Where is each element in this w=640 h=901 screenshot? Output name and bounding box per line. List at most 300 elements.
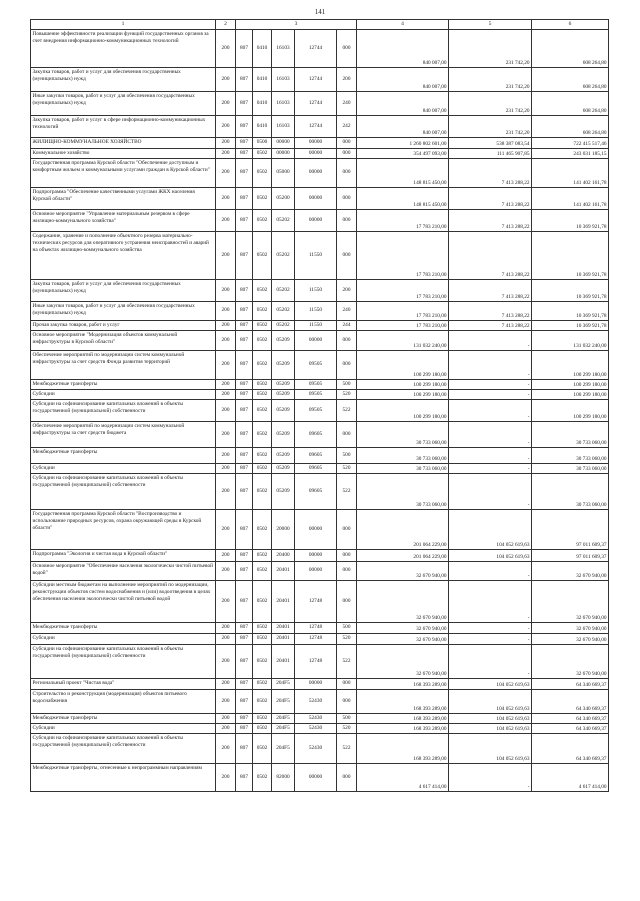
code-a: 200 [216, 92, 236, 116]
code-section: 0502 [253, 380, 272, 390]
value-remainder: 64 340 669,37 [532, 690, 609, 714]
value-remainder: 141 402 161,78 [532, 159, 609, 188]
code-section: 0502 [253, 510, 272, 550]
table-row [31, 321, 609, 331]
code-a: 200 [216, 188, 236, 210]
code-type: 240 [337, 92, 357, 116]
value-executed: 104 052 619,63 [449, 510, 532, 550]
table-row [31, 448, 609, 464]
value-remainder: 64 340 669,37 [532, 734, 609, 764]
table-row [31, 764, 609, 792]
row-name: Региональный проект "Чистая вода" [31, 679, 216, 690]
table-row [31, 116, 609, 138]
value-approved: 4 617 414,00 [357, 764, 449, 792]
code-direction: 00000 [295, 159, 337, 188]
value-remainder: 100 299 180,00 [532, 380, 609, 390]
code-section: 0502 [253, 321, 272, 331]
row-name: Иные закупки товаров, работ и услуг для обеспечения государственных (муниципальных) нужд [31, 92, 216, 116]
code-section: 0502 [253, 464, 272, 474]
table-row [31, 210, 609, 232]
value-approved: 100 299 180,00 [357, 400, 449, 422]
code-section: 0502 [253, 331, 272, 351]
code-a: 200 [216, 679, 236, 690]
code-type: 520 [337, 390, 357, 400]
row-name: Обеспечение мероприятий по модернизации систем коммунальной инфраструктуры за счет средств бюджета [31, 422, 216, 448]
value-executed: - [449, 390, 532, 400]
code-program: 05202 [272, 321, 295, 331]
value-approved: 32 670 940,00 [357, 581, 449, 623]
code-program: 20401 [272, 562, 295, 581]
code-a: 200 [216, 474, 236, 510]
code-a: 200 [216, 116, 236, 138]
code-a: 200 [216, 280, 236, 302]
table-row [31, 138, 609, 149]
value-executed: - [449, 448, 532, 464]
table-row [31, 510, 609, 550]
code-section: 0502 [253, 634, 272, 645]
value-executed: 104 052 619,63 [449, 724, 532, 734]
header-row [31, 20, 609, 30]
value-remainder: 608 264,80 [532, 68, 609, 92]
value-executed: - [449, 331, 532, 351]
code-direction: 00000 [295, 764, 337, 792]
code-b: 807 [236, 550, 253, 562]
code-type: 244 [337, 321, 357, 331]
code-type: 000 [337, 764, 357, 792]
row-name: Повышение эффективности реализации функций государственных органов за счет внедрения информационно-коммуникационных технологий [31, 30, 216, 68]
value-approved: 30 733 060,00 [357, 422, 449, 448]
value-executed: - [449, 422, 532, 448]
value-approved: 100 299 180,00 [357, 390, 449, 400]
code-section: 0502 [253, 623, 272, 634]
code-b: 807 [236, 734, 253, 764]
code-direction: 09505 [295, 380, 337, 390]
code-section: 0502 [253, 390, 272, 400]
value-approved: 32 670 940,00 [357, 645, 449, 679]
code-direction: 52430 [295, 690, 337, 714]
code-a: 200 [216, 331, 236, 351]
row-name: Государственная программа Курской области "Обеспечение доступным и комфортным жильем и коммунальными услугами граждан в Курской области" [31, 159, 216, 188]
header-cell-2: 2 [216, 20, 236, 30]
value-executed: - [449, 581, 532, 623]
table-row [31, 400, 609, 422]
code-b: 807 [236, 645, 253, 679]
code-section: 0502 [253, 474, 272, 510]
code-direction: 52430 [295, 714, 337, 724]
value-executed: - [449, 351, 532, 380]
code-type: 000 [337, 149, 357, 159]
code-type: 522 [337, 645, 357, 679]
code-section: 0502 [253, 210, 272, 232]
code-type: 000 [337, 159, 357, 188]
table-row [31, 690, 609, 714]
code-a: 200 [216, 734, 236, 764]
row-name: ЖИЛИЩНО-КОММУНАЛЬНОЕ ХОЗЯЙСТВО [31, 138, 216, 149]
value-executed: 7 413 288,22 [449, 232, 532, 280]
table-row [31, 645, 609, 679]
value-remainder: 608 264,80 [532, 30, 609, 68]
code-b: 807 [236, 724, 253, 734]
code-program: 204F5 [272, 679, 295, 690]
value-approved: 840 007,00 [357, 92, 449, 116]
code-b: 807 [236, 68, 253, 92]
row-name: Субсидии [31, 464, 216, 474]
code-section: 0502 [253, 159, 272, 188]
table-row [31, 634, 609, 645]
value-approved: 100 299 180,00 [357, 351, 449, 380]
code-direction: 12748 [295, 581, 337, 623]
row-name: Субсидии на софинансирование капитальных вложений в объекты государственной (муниципальной) собственности [31, 400, 216, 422]
value-remainder: 10 369 921,78 [532, 321, 609, 331]
row-name: Содержание, хранение и пополнение объектного резерва материально-технических ресурсов для оперативного устранения неисправностей и аварий на объектах жилищно-коммунального хозяйства [31, 232, 216, 280]
value-remainder: 30 733 060,00 [532, 464, 609, 474]
code-type: 520 [337, 634, 357, 645]
code-program: 05209 [272, 390, 295, 400]
code-program: 05202 [272, 280, 295, 302]
value-remainder: 10 369 921,78 [532, 302, 609, 321]
code-direction: 12744 [295, 68, 337, 92]
code-program: 05209 [272, 331, 295, 351]
code-program: 05202 [272, 232, 295, 280]
value-executed: - [449, 623, 532, 634]
code-direction: 09605 [295, 422, 337, 448]
value-approved: 840 007,00 [357, 68, 449, 92]
value-approved: 1 260 802 601,00 [357, 138, 449, 149]
code-b: 807 [236, 474, 253, 510]
code-b: 807 [236, 510, 253, 550]
code-direction: 52430 [295, 734, 337, 764]
row-name: Субсидии [31, 634, 216, 645]
value-remainder: 608 264,80 [532, 92, 609, 116]
code-section: 0502 [253, 149, 272, 159]
code-type: 000 [337, 422, 357, 448]
code-b: 807 [236, 714, 253, 724]
code-b: 807 [236, 280, 253, 302]
value-remainder: 32 670 940,00 [532, 623, 609, 634]
code-direction: 00000 [295, 562, 337, 581]
value-approved: 17 783 210,00 [357, 280, 449, 302]
table-row [31, 422, 609, 448]
value-remainder: 64 340 669,37 [532, 724, 609, 734]
code-type: 242 [337, 116, 357, 138]
code-type: 000 [337, 581, 357, 623]
code-a: 200 [216, 351, 236, 380]
code-a: 200 [216, 714, 236, 724]
code-a: 200 [216, 138, 236, 149]
value-executed: - [449, 764, 532, 792]
code-direction: 12748 [295, 623, 337, 634]
row-name: Субсидии на софинансирование капитальных вложений в объекты государственной (муниципальной) собственности [31, 734, 216, 764]
value-executed: 538 387 083,54 [449, 138, 532, 149]
code-program: 05202 [272, 302, 295, 321]
value-approved: 100 299 180,00 [357, 380, 449, 390]
code-direction: 00000 [295, 188, 337, 210]
code-direction: 09605 [295, 474, 337, 510]
code-b: 807 [236, 400, 253, 422]
page-number: 141 [314, 8, 326, 16]
code-direction: 11550 [295, 280, 337, 302]
code-section: 0502 [253, 562, 272, 581]
value-approved: 354 497 093,00 [357, 149, 449, 159]
code-program: 204F5 [272, 714, 295, 724]
value-remainder: 4 617 414,00 [532, 764, 609, 792]
code-a: 200 [216, 690, 236, 714]
code-direction: 09505 [295, 351, 337, 380]
row-name: Подпрограмма "Экология и чистая вода в Курской области" [31, 550, 216, 562]
code-a: 200 [216, 321, 236, 331]
code-program: 20401 [272, 623, 295, 634]
value-executed: 104 052 619,63 [449, 690, 532, 714]
code-type: 000 [337, 351, 357, 380]
code-a: 200 [216, 302, 236, 321]
code-type: 520 [337, 464, 357, 474]
code-section: 0502 [253, 690, 272, 714]
value-approved: 30 733 060,00 [357, 474, 449, 510]
code-section: 0502 [253, 351, 272, 380]
header-cell-6: 6 [532, 20, 609, 30]
code-b: 807 [236, 138, 253, 149]
value-approved: 168 393 289,00 [357, 714, 449, 724]
code-direction: 11550 [295, 232, 337, 280]
value-executed: 231 742,20 [449, 68, 532, 92]
value-remainder: 30 733 060,00 [532, 422, 609, 448]
row-name: Основное мероприятие "Управление материальным резервом в сфере жилищно-коммунального хозяйства" [31, 210, 216, 232]
code-b: 807 [236, 634, 253, 645]
code-section: 0502 [253, 188, 272, 210]
code-a: 200 [216, 645, 236, 679]
value-remainder: 100 299 180,00 [532, 351, 609, 380]
value-remainder: 722 415 517,46 [532, 138, 609, 149]
code-section: 0502 [253, 645, 272, 679]
table-row [31, 390, 609, 400]
code-type: 000 [337, 550, 357, 562]
code-type: 500 [337, 623, 357, 634]
code-b: 807 [236, 188, 253, 210]
value-executed: - [449, 464, 532, 474]
code-direction: 09605 [295, 464, 337, 474]
value-executed: 7 413 288,22 [449, 159, 532, 188]
row-name: Подпрограмма "Обеспечение качественными услугами ЖКХ населения Курской области" [31, 188, 216, 210]
value-executed: 7 413 288,22 [449, 321, 532, 331]
code-b: 807 [236, 331, 253, 351]
row-name: Межбюджетные трансферты, отнесенные к непрограммным направлениям [31, 764, 216, 792]
code-section: 0502 [253, 734, 272, 764]
value-executed: 104 052 619,63 [449, 734, 532, 764]
value-approved: 168 393 289,00 [357, 679, 449, 690]
value-approved: 168 393 289,00 [357, 724, 449, 734]
code-type: 000 [337, 138, 357, 149]
code-b: 807 [236, 321, 253, 331]
value-approved: 168 393 289,00 [357, 690, 449, 714]
code-direction: 11550 [295, 302, 337, 321]
value-executed: 7 413 288,22 [449, 302, 532, 321]
value-approved: 30 733 060,00 [357, 464, 449, 474]
table-row [31, 562, 609, 581]
table-row [31, 550, 609, 562]
row-name: Субсидии на софинансирование капитальных вложений в объекты государственной (муниципальной) собственности [31, 474, 216, 510]
value-remainder: 131 032 240,00 [532, 331, 609, 351]
value-approved: 17 783 210,00 [357, 302, 449, 321]
code-type: 520 [337, 724, 357, 734]
code-a: 200 [216, 448, 236, 464]
value-remainder: 100 299 180,00 [532, 390, 609, 400]
code-type: 522 [337, 474, 357, 510]
code-program: 16103 [272, 30, 295, 68]
code-program: 05209 [272, 400, 295, 422]
code-direction: 00000 [295, 210, 337, 232]
code-type: 500 [337, 714, 357, 724]
code-direction: 12744 [295, 116, 337, 138]
code-b: 807 [236, 390, 253, 400]
code-type: 240 [337, 302, 357, 321]
code-program: 05209 [272, 380, 295, 390]
table-row [31, 92, 609, 116]
code-a: 200 [216, 422, 236, 448]
header-cell-3: 3 [236, 20, 357, 30]
row-name: Закупка товаров, работ и услуг для обеспечения государственных (муниципальных) нужд [31, 280, 216, 302]
code-direction: 52430 [295, 724, 337, 734]
value-remainder: 97 011 609,37 [532, 510, 609, 550]
code-direction: 00000 [295, 510, 337, 550]
table-row [31, 280, 609, 302]
value-approved: 840 007,00 [357, 116, 449, 138]
code-a: 200 [216, 550, 236, 562]
code-section: 0502 [253, 280, 272, 302]
row-name: Закупка товаров, работ и услуг в сфере информационно-коммуникационных технологий [31, 116, 216, 138]
table-row [31, 724, 609, 734]
code-program: 00000 [272, 149, 295, 159]
header-cell-5: 5 [449, 20, 532, 30]
code-section: 0410 [253, 30, 272, 68]
value-executed: 111 465 907,85 [449, 149, 532, 159]
budget-table [30, 19, 609, 792]
code-program: 204F5 [272, 690, 295, 714]
code-a: 200 [216, 400, 236, 422]
row-name: Строительство и реконструкция (модернизация) объектов питьевого водоснабжения [31, 690, 216, 714]
row-name: Коммунальное хозяйство [31, 149, 216, 159]
row-name: Межбюджетные трансферты [31, 714, 216, 724]
code-program: 05209 [272, 422, 295, 448]
code-b: 807 [236, 351, 253, 380]
code-section: 0500 [253, 138, 272, 149]
value-remainder: 141 402 161,78 [532, 188, 609, 210]
code-b: 807 [236, 302, 253, 321]
value-remainder: 10 369 921,78 [532, 232, 609, 280]
row-name: Государственная программа Курской области "Воспроизводство и использование природных ресурсов, охрана окружающей среды в Курской области" [31, 510, 216, 550]
table-row [31, 581, 609, 623]
code-a: 200 [216, 764, 236, 792]
code-program: 20401 [272, 581, 295, 623]
row-name: Межбюджетные трансферты [31, 380, 216, 390]
value-executed: 7 413 288,22 [449, 188, 532, 210]
code-program: 16103 [272, 116, 295, 138]
code-direction: 00000 [295, 331, 337, 351]
table-row [31, 474, 609, 510]
code-b: 807 [236, 623, 253, 634]
code-b: 807 [236, 764, 253, 792]
code-section: 0502 [253, 679, 272, 690]
code-b: 807 [236, 232, 253, 280]
value-approved: 17 783 210,00 [357, 321, 449, 331]
code-program: 05209 [272, 464, 295, 474]
code-type: 000 [337, 232, 357, 280]
code-program: 204F5 [272, 734, 295, 764]
code-direction: 09505 [295, 400, 337, 422]
value-approved: 30 733 060,00 [357, 448, 449, 464]
code-section: 0502 [253, 422, 272, 448]
code-program: 82000 [272, 764, 295, 792]
row-name: Межбюджетные трансферты [31, 448, 216, 464]
code-a: 200 [216, 210, 236, 232]
value-remainder: 30 733 060,00 [532, 474, 609, 510]
table-row [31, 149, 609, 159]
table-row [31, 68, 609, 92]
value-approved: 17 783 210,00 [357, 210, 449, 232]
value-executed: - [449, 380, 532, 390]
value-executed: 231 742,20 [449, 30, 532, 68]
row-name: Обеспечение мероприятий по модернизации систем коммунальной инфраструктуры за счет средств Фонда развития территорий [31, 351, 216, 380]
code-b: 807 [236, 562, 253, 581]
code-b: 807 [236, 116, 253, 138]
code-a: 200 [216, 510, 236, 550]
code-direction: 00000 [295, 149, 337, 159]
code-section: 0502 [253, 724, 272, 734]
value-approved: 840 007,00 [357, 30, 449, 68]
code-program: 05209 [272, 351, 295, 380]
code-a: 200 [216, 634, 236, 645]
code-section: 0502 [253, 232, 272, 280]
value-remainder: 32 670 940,00 [532, 581, 609, 623]
code-program: 05202 [272, 210, 295, 232]
value-approved: 148 815 450,00 [357, 159, 449, 188]
value-approved: 17 783 210,00 [357, 232, 449, 280]
code-b: 807 [236, 448, 253, 464]
code-direction: 12748 [295, 634, 337, 645]
code-type: 000 [337, 30, 357, 68]
code-a: 200 [216, 149, 236, 159]
row-name: Субсидии [31, 724, 216, 734]
value-executed: - [449, 474, 532, 510]
code-type: 000 [337, 690, 357, 714]
value-remainder: 100 299 180,00 [532, 400, 609, 422]
code-section: 0502 [253, 400, 272, 422]
value-remainder: 243 031 185,15 [532, 149, 609, 159]
value-approved: 32 670 940,00 [357, 562, 449, 581]
code-direction: 09505 [295, 390, 337, 400]
code-b: 807 [236, 92, 253, 116]
value-approved: 201 064 229,00 [357, 510, 449, 550]
code-program: 20401 [272, 634, 295, 645]
table-row [31, 159, 609, 188]
code-direction: 00000 [295, 550, 337, 562]
code-b: 807 [236, 464, 253, 474]
value-executed: 7 413 288,22 [449, 210, 532, 232]
code-program: 05200 [272, 188, 295, 210]
code-a: 200 [216, 623, 236, 634]
value-executed: - [449, 645, 532, 679]
code-b: 807 [236, 422, 253, 448]
code-type: 200 [337, 280, 357, 302]
code-section: 0502 [253, 764, 272, 792]
code-b: 807 [236, 581, 253, 623]
code-section: 0410 [253, 68, 272, 92]
code-a: 200 [216, 68, 236, 92]
code-a: 200 [216, 562, 236, 581]
code-type: 500 [337, 448, 357, 464]
code-a: 200 [216, 30, 236, 68]
value-executed: - [449, 400, 532, 422]
code-direction: 12744 [295, 92, 337, 116]
